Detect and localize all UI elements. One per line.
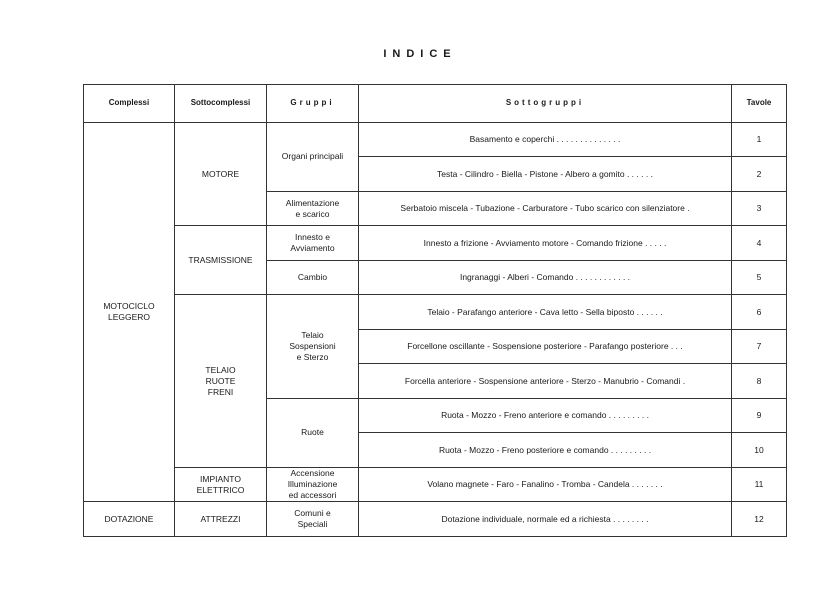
tavola-number: 3 — [732, 191, 787, 225]
header-sottogruppi: Sottogruppi — [359, 85, 732, 123]
tavola-number: 11 — [732, 467, 787, 502]
gruppo-telaio-sospensioni-sterzo: Telaio Sospensioni e Sterzo — [267, 295, 359, 398]
sottogruppo-cell: Serbatoio miscela - Tubazione - Carburatore - Tubo scarico con silenziatore . — [359, 191, 732, 225]
tavola-number: 2 — [732, 157, 787, 191]
sottogruppo-cell: Ruota - Mozzo - Freno anteriore e comando . . . . . . . . . — [359, 398, 732, 432]
header-row — [84, 85, 787, 123]
gruppo-comuni-speciali: Comuni e Speciali — [267, 502, 359, 537]
header-gruppi: Gruppi — [267, 85, 359, 123]
gruppo-innesto-avviamento: Innesto e Avviamento — [267, 226, 359, 260]
sottocomplesso-telaio-ruote-freni: TELAIO RUOTE FRENI — [175, 295, 267, 467]
tavola-number: 4 — [732, 226, 787, 260]
page-title: INDICE — [383, 48, 457, 60]
header-complessi: Complessi — [84, 85, 175, 123]
sottogruppo-cell: Forcellone oscillante - Sospensione posteriore - Parafango posteriore . . . — [359, 329, 732, 363]
tavola-number: 9 — [732, 398, 787, 432]
tavola-number: 5 — [732, 260, 787, 294]
sottogruppo-cell: Telaio - Parafango anteriore - Cava letto - Sella biposto . . . . . . — [359, 295, 732, 329]
tavola-number: 6 — [732, 295, 787, 329]
sottogruppo-cell: Innesto a frizione - Avviamento motore - Comando frizione . . . . . — [359, 226, 732, 260]
gruppo-accensione-illuminazione: Accensione Illuminazione ed accessori — [267, 467, 359, 502]
sottocomplesso-impianto-elettrico: IMPIANTO ELETTRICO — [175, 467, 267, 502]
tavola-number: 12 — [732, 502, 787, 537]
header-sottocomplessi: Sottocomplessi — [175, 85, 267, 123]
table-row — [84, 295, 787, 329]
tavola-number: 8 — [732, 364, 787, 398]
sottogruppo-cell: Basamento e coperchi . . . . . . . . . . . . . . — [359, 123, 732, 157]
table-row — [84, 226, 787, 260]
complesso-dotazione: DOTAZIONE — [84, 502, 175, 537]
header-tavole: Tavole — [732, 85, 787, 123]
tavola-number: 7 — [732, 329, 787, 363]
sottogruppo-cell: Volano magnete - Faro - Fanalino - Tromba - Candela . . . . . . . — [359, 467, 732, 502]
table-row — [84, 502, 787, 537]
table-row — [84, 467, 787, 502]
gruppo-cambio: Cambio — [267, 260, 359, 294]
sottocomplesso-attrezzi: ATTREZZI — [175, 502, 267, 537]
gruppo-ruote: Ruote — [267, 398, 359, 467]
tavola-number: 10 — [732, 433, 787, 467]
sottocomplesso-motore: MOTORE — [175, 123, 267, 226]
sottogruppo-cell: Dotazione individuale, normale ed a richiesta . . . . . . . . — [359, 502, 732, 537]
complesso-motociclo-leggero: MOTOCICLO LEGGERO — [84, 123, 175, 502]
sottogruppo-cell: Forcella anteriore - Sospensione anteriore - Sterzo - Manubrio - Comandi . — [359, 364, 732, 398]
gruppo-organi-principali: Organi principali — [267, 123, 359, 192]
sottogruppo-cell: Ingranaggi - Alberi - Comando . . . . . . . . . . . . — [359, 260, 732, 294]
index-table — [83, 84, 787, 537]
table-row — [84, 123, 787, 157]
sottocomplesso-trasmissione: TRASMISSIONE — [175, 226, 267, 295]
sottogruppo-cell: Testa - Cilindro - Biella - Pistone - Albero a gomito . . . . . . — [359, 157, 732, 191]
sottogruppo-cell: Ruota - Mozzo - Freno posteriore e comando . . . . . . . . . — [359, 433, 732, 467]
tavola-number: 1 — [732, 123, 787, 157]
gruppo-alimentazione-scarico: Alimentazione e scarico — [267, 191, 359, 225]
